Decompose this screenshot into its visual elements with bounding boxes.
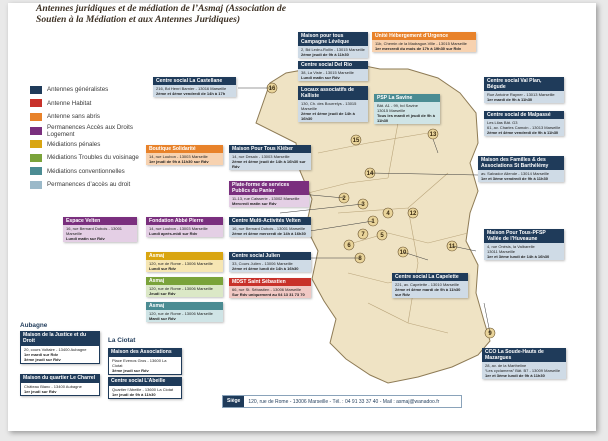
card-castellane[interactable] xyxy=(153,77,236,97)
svg-text:12: 12 xyxy=(409,211,417,218)
card-body xyxy=(20,345,100,364)
card-line: 14, rue Loubon - 13003 Marseille xyxy=(149,154,208,160)
card-asmaj-conventionnelle[interactable] xyxy=(146,302,223,322)
card-body xyxy=(146,285,223,297)
card-body xyxy=(146,310,223,322)
map-marker[interactable] xyxy=(358,229,368,239)
card-line: Château Blanc - 13400 Aubagne xyxy=(24,384,82,390)
card-body xyxy=(478,170,564,182)
card-line: Rue Antoine Rayner - 13013 Marseille xyxy=(487,92,555,98)
svg-text:9: 9 xyxy=(488,331,492,338)
card-body xyxy=(146,260,223,272)
card-title: Centre social La Capelette xyxy=(392,273,468,281)
card-title: Maison de la Justice et du Droit xyxy=(20,331,100,345)
card-line: 28, av. de la Martheline xyxy=(485,363,527,369)
svg-text:10: 10 xyxy=(399,250,407,257)
card-title: MDST Saint Sébastien xyxy=(229,278,311,286)
card-line: 2ème et 4ème jeudi de 14h à 16h30 xyxy=(301,111,355,122)
card-val-plan[interactable] xyxy=(484,77,564,103)
page-title: Antennes juridiques et de médiation de l’Asmaj (Association de Soutien à la Médiation et aux Antennes Juridiques) xyxy=(36,3,286,25)
card-body xyxy=(63,225,137,242)
card-body xyxy=(153,85,236,97)
card-campagne-leveque[interactable] xyxy=(298,32,368,58)
card-line: 3ème jeudi sur Rdv xyxy=(112,368,149,374)
card-title: Centre social L’Abeille xyxy=(108,377,182,385)
card-body xyxy=(229,195,309,207)
card-line: Les Lilas Bât. G3 xyxy=(487,120,518,126)
card-body xyxy=(20,382,100,396)
card-title: Fondation Abbé Pierre xyxy=(146,217,223,225)
card-line: 14, rue Desaix - 13003 Marseille xyxy=(232,154,290,160)
card-charrel[interactable] xyxy=(20,374,100,396)
card-line: 2ème et 4ème mardi de 9h à 11h30 sur Rdv xyxy=(395,287,461,298)
map-marker[interactable] xyxy=(377,230,387,240)
card-body xyxy=(146,225,223,237)
card-body xyxy=(298,46,368,58)
legend-label: Permanences Accès aux Droits Logement xyxy=(47,123,133,138)
card-savine[interactable] xyxy=(374,94,440,124)
card-line: 1er mercredi du mois de 17h à 19h30 sur Rdv xyxy=(375,46,462,52)
card-panier[interactable] xyxy=(229,181,309,207)
card-multi-activites-velten[interactable] xyxy=(229,217,311,237)
card-capelette[interactable] xyxy=(392,273,468,298)
card-line: Bât. A1 - 99, bd Savine xyxy=(377,103,418,109)
card-title: CCO La Soude-Hauts de Mazargues xyxy=(482,348,566,362)
card-line: 33, Cours Julien - 13006 Marseille xyxy=(232,261,293,267)
svg-text:1: 1 xyxy=(371,219,375,226)
card-body xyxy=(108,385,182,399)
card-line: 1er mardi de 9h à 11h30 xyxy=(487,97,533,103)
card-body xyxy=(372,40,476,52)
card-body xyxy=(298,69,368,81)
siege-bar xyxy=(222,395,462,408)
card-title: Maison Pour Tous-PFSP Vallée de l’Huveaune xyxy=(484,229,564,243)
card-title: Unité Hébergement d’Urgence xyxy=(372,32,476,40)
card-line: Tous les mardi et jeudi de 9h à 11h30 xyxy=(377,113,435,124)
card-hebergement-urgence[interactable] xyxy=(372,32,476,52)
card-title: Asmaj xyxy=(146,302,223,310)
card-line: Quartier l’Abeille - 13600 La Ciotat xyxy=(112,387,174,393)
card-justice-droit[interactable] xyxy=(20,331,100,364)
legend-label: Antenne sans abris xyxy=(47,113,100,121)
card-line: 13011 Marseille xyxy=(487,249,515,255)
card-abbe-pierre[interactable] xyxy=(146,217,223,237)
card-line: 120, rue de Rome - 13006 Marseille xyxy=(149,286,213,292)
card-line: 3ème jeudi sur Rdv xyxy=(24,357,61,363)
legend-label: Antenne Habitat xyxy=(47,99,92,107)
card-line: 1er mardi sur Rdv xyxy=(24,352,59,358)
siege-text: 120, rue de Rome - 13006 Marseille - Tél. : 04 91 33 37 40 - Mail : asmaj@wanadoo.fr xyxy=(248,398,440,405)
card-title: Maison pour tous Campagne Lévêque xyxy=(298,32,368,46)
map-marker[interactable] xyxy=(383,208,393,218)
card-line: Lundi matin sur Rdv xyxy=(66,236,105,242)
card-julien[interactable] xyxy=(229,252,311,272)
card-line: Place Evenos Gros - 13600 La Ciotat xyxy=(112,358,167,369)
card-line: 13015 Marseille xyxy=(377,108,406,114)
svg-text:7: 7 xyxy=(361,232,365,239)
svg-text:11: 11 xyxy=(448,244,456,251)
card-body xyxy=(229,260,311,272)
legend-label: Médiations conventionnelles xyxy=(47,167,125,175)
legend-label: Antennes généralistes xyxy=(47,86,109,94)
card-title: Centre social Val Plan, Bégude xyxy=(484,77,564,91)
card-boutique-solidarite[interactable] xyxy=(146,145,223,165)
card-title: Centre social Del Rio xyxy=(298,61,368,69)
card-body xyxy=(392,281,468,298)
card-abeille[interactable] xyxy=(108,377,182,399)
card-st-sebastien[interactable] xyxy=(229,278,311,298)
card-st-barthelemy[interactable] xyxy=(478,156,564,182)
card-asmaj-penale[interactable] xyxy=(146,252,223,272)
card-line: 2, Bd Ledru-Rollin - 13015 Marseille xyxy=(301,47,365,53)
card-line: 1er jeudi de 9h à 11h30 sur Rdv xyxy=(149,159,209,165)
card-title: Centre social Julien xyxy=(229,252,311,260)
page xyxy=(8,3,596,431)
card-line: Mercredi matin sur Rdv xyxy=(232,201,277,207)
card-line: 130, Ch. des Bourrelys - 13015 Marseille xyxy=(301,101,357,112)
card-line: Jeudi sur Rdv xyxy=(149,291,176,297)
card-title: Maison Pour Tous Kléber xyxy=(229,145,311,153)
card-line: 38, La Viste - 13015 Marseille xyxy=(301,70,354,76)
legend-label: Médiations pénales xyxy=(47,140,101,148)
svg-text:3: 3 xyxy=(361,202,365,209)
card-line: 4, rue Onésis, la Valbarelle xyxy=(487,244,535,250)
card-line: 1er jeudi sur Rdv xyxy=(24,389,57,395)
map-marker[interactable] xyxy=(408,208,418,218)
card-title: Boutique Solidarité xyxy=(146,145,223,153)
card-line: 20, cours Voltaire - 13400 Aubagne xyxy=(24,347,87,353)
card-line: “Les cyclamens” Bât. B7 - 13009 Marseille xyxy=(485,368,561,374)
legend-label: Médiations Troubles du voisinage xyxy=(47,154,139,162)
card-title: PSP La Savine xyxy=(374,94,440,102)
card-line: 2ème et 4ème mercredi de 14h à 16h30 xyxy=(232,231,306,237)
card-line: 11-13, rue Caisserie - 13002 Marseille xyxy=(232,196,300,202)
svg-text:6: 6 xyxy=(347,243,351,250)
card-line: 16, rue Bernard Dubois - 13001 Marseille xyxy=(232,226,306,232)
card-title: Espace Velten xyxy=(63,217,137,225)
card-body xyxy=(229,286,311,298)
card-title: Centre Multi-Activités Velten xyxy=(229,217,311,225)
card-kalliste[interactable] xyxy=(298,86,368,122)
map-marker[interactable] xyxy=(428,129,438,139)
card-line: 2ème jeudi de 9h à 11h30 xyxy=(301,52,349,58)
card-body xyxy=(484,243,564,260)
card-body xyxy=(482,362,566,379)
card-line: 221, av. Capelette - 13010 Marseille xyxy=(395,282,459,288)
card-line: Lundi sur Rdv xyxy=(149,266,176,272)
svg-text:15: 15 xyxy=(352,138,360,145)
card-line: 2ème et 4ème jeudi de 14h à 16h30 sur Rdv xyxy=(232,159,306,170)
card-line: 120, rue de Rome - 13006 Marseille xyxy=(149,261,213,267)
card-line: 61, av. Charles Camoin - 13013 Marseille xyxy=(487,125,561,131)
card-del-rio[interactable] xyxy=(298,61,368,81)
card-asmaj-voisinage[interactable] xyxy=(146,277,223,297)
svg-text:14: 14 xyxy=(366,171,374,178)
card-title: Asmaj xyxy=(146,252,223,260)
card-title: Centre social de Malpassé xyxy=(484,111,564,119)
svg-text:13: 13 xyxy=(429,132,437,139)
card-title: Centre social La Castellane xyxy=(153,77,236,85)
card-body xyxy=(298,100,368,122)
card-body xyxy=(108,356,182,375)
card-body xyxy=(229,153,311,170)
card-body xyxy=(484,91,564,103)
siege-label: Siège xyxy=(223,396,244,407)
card-body xyxy=(146,153,223,165)
card-line: 1er jeudi de 9h à 11h30 xyxy=(112,392,156,398)
card-line: Lundi après-midi sur Rdv xyxy=(149,231,198,237)
card-line: av. Salvador Allende - 13014 Marseille xyxy=(481,171,549,177)
card-line: 2ème et 4ème vendredi de 14h à 17h xyxy=(156,91,226,97)
legend-label: Permanences d’accès au droit xyxy=(47,181,131,189)
card-line: 120, rue de Rome - 13006 Marseille xyxy=(149,311,213,317)
card-malpasse[interactable] xyxy=(484,111,564,136)
card-body xyxy=(484,119,564,136)
card-title: Asmaj xyxy=(146,277,223,285)
card-line: Mardi sur Rdv xyxy=(149,316,176,322)
card-line: 216, Bd Henri Barnier - 13016 Marseille xyxy=(156,86,227,92)
card-huveaune[interactable] xyxy=(484,229,564,260)
card-line: 66, rue St. Sébastien - 13006 Marseille xyxy=(232,287,302,293)
card-mazargues[interactable] xyxy=(482,348,566,379)
card-kleber[interactable] xyxy=(229,145,311,170)
card-line: Lundi matin sur Rdv xyxy=(301,75,340,81)
card-title: Maison des Familles & des Associations St Barthélémy xyxy=(478,156,564,170)
svg-text:8: 8 xyxy=(358,256,362,263)
svg-text:4: 4 xyxy=(386,211,390,218)
card-body xyxy=(374,102,440,124)
svg-text:5: 5 xyxy=(380,233,384,240)
card-title: Maison des Associations xyxy=(108,348,182,356)
card-line: 14, rue Loubon - 13003 Marseille xyxy=(149,226,208,232)
card-line: Sur Rdv uniquement au 04 13 31 73 70 xyxy=(232,292,305,298)
card-line: 1er et 3ème vendredi de 9h à 11h30 xyxy=(481,176,548,182)
card-line: 2ème et 4ème vendredi de 9h à 11h30 xyxy=(487,130,559,136)
region-label-la-ciotat: La Ciotat xyxy=(108,337,136,344)
card-title: Maison du quartier Le Charrel xyxy=(20,374,100,382)
map-marker[interactable] xyxy=(351,135,361,145)
card-line: 1er et 3ème lundi de 14h à 16h30 xyxy=(487,254,550,260)
card-espace-velten[interactable] xyxy=(63,217,137,242)
svg-text:2: 2 xyxy=(342,196,346,203)
card-line: 11b, Chemin de la Madrague-Ville - 13015 Marseille xyxy=(375,41,467,47)
map-marker[interactable] xyxy=(344,240,354,250)
card-title: Plate-forme de services Publics du Panier xyxy=(229,181,309,195)
card-line: 2ème et 4ème lundi de 14h à 16h30 xyxy=(232,266,299,272)
svg-text:16: 16 xyxy=(268,86,276,93)
card-maison-associations[interactable] xyxy=(108,348,182,375)
card-line: 1er et 3ème lundi de 9h à 11h30 xyxy=(485,373,545,379)
card-title: Locaux associatifs de Kalliste xyxy=(298,86,368,100)
card-body xyxy=(229,225,311,237)
region-label-aubagne: Aubagne xyxy=(20,322,48,329)
card-line: 16, rue Bernard Dubois - 13001 Marseille xyxy=(66,226,123,237)
